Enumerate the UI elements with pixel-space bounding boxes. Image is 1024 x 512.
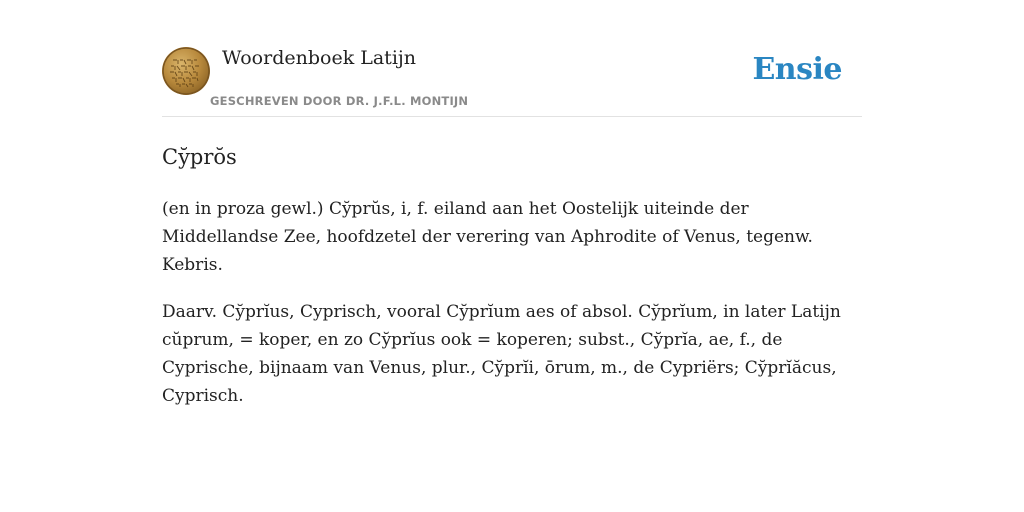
avatar[interactable] xyxy=(162,47,210,95)
author-byline: GESCHREVEN DOOR DR. J.F.L. MONTIJN xyxy=(210,94,469,108)
entry-paragraph: Daarv. Cy̆prĭus, Cyprisch, vooral Cy̆prĭum aes of absol. Cy̆prĭum, in later Latijn cŭprum, = koper, en zo Cy̆prĭus ook = koperen; subst., Cy̆prĭa, ae, f., de Cyprische, bijnaam van Venus, plur., Cy̆prĭi, ōrum, m., de Cypriërs; Cy̆prĭăcus, Cyprisch. xyxy=(162,302,841,406)
header xyxy=(162,0,862,117)
ancient-inscription-coin-icon xyxy=(162,47,210,95)
dictionary-title[interactable]: Woordenboek Latijn xyxy=(222,47,417,69)
brand-logo[interactable]: Ensie xyxy=(752,52,842,87)
page xyxy=(162,0,862,410)
entry-title: Cy̆prŏs xyxy=(162,145,237,169)
entry xyxy=(162,143,862,410)
entry-paragraph: (en in proza gewl.) Cy̆prŭs, i, f. eiland aan het Oostelijk uiteinde der Middellandse Zee, hoofdzetel der verering van Aphrodite of Venus, tegenw. Kebris. xyxy=(162,199,813,275)
